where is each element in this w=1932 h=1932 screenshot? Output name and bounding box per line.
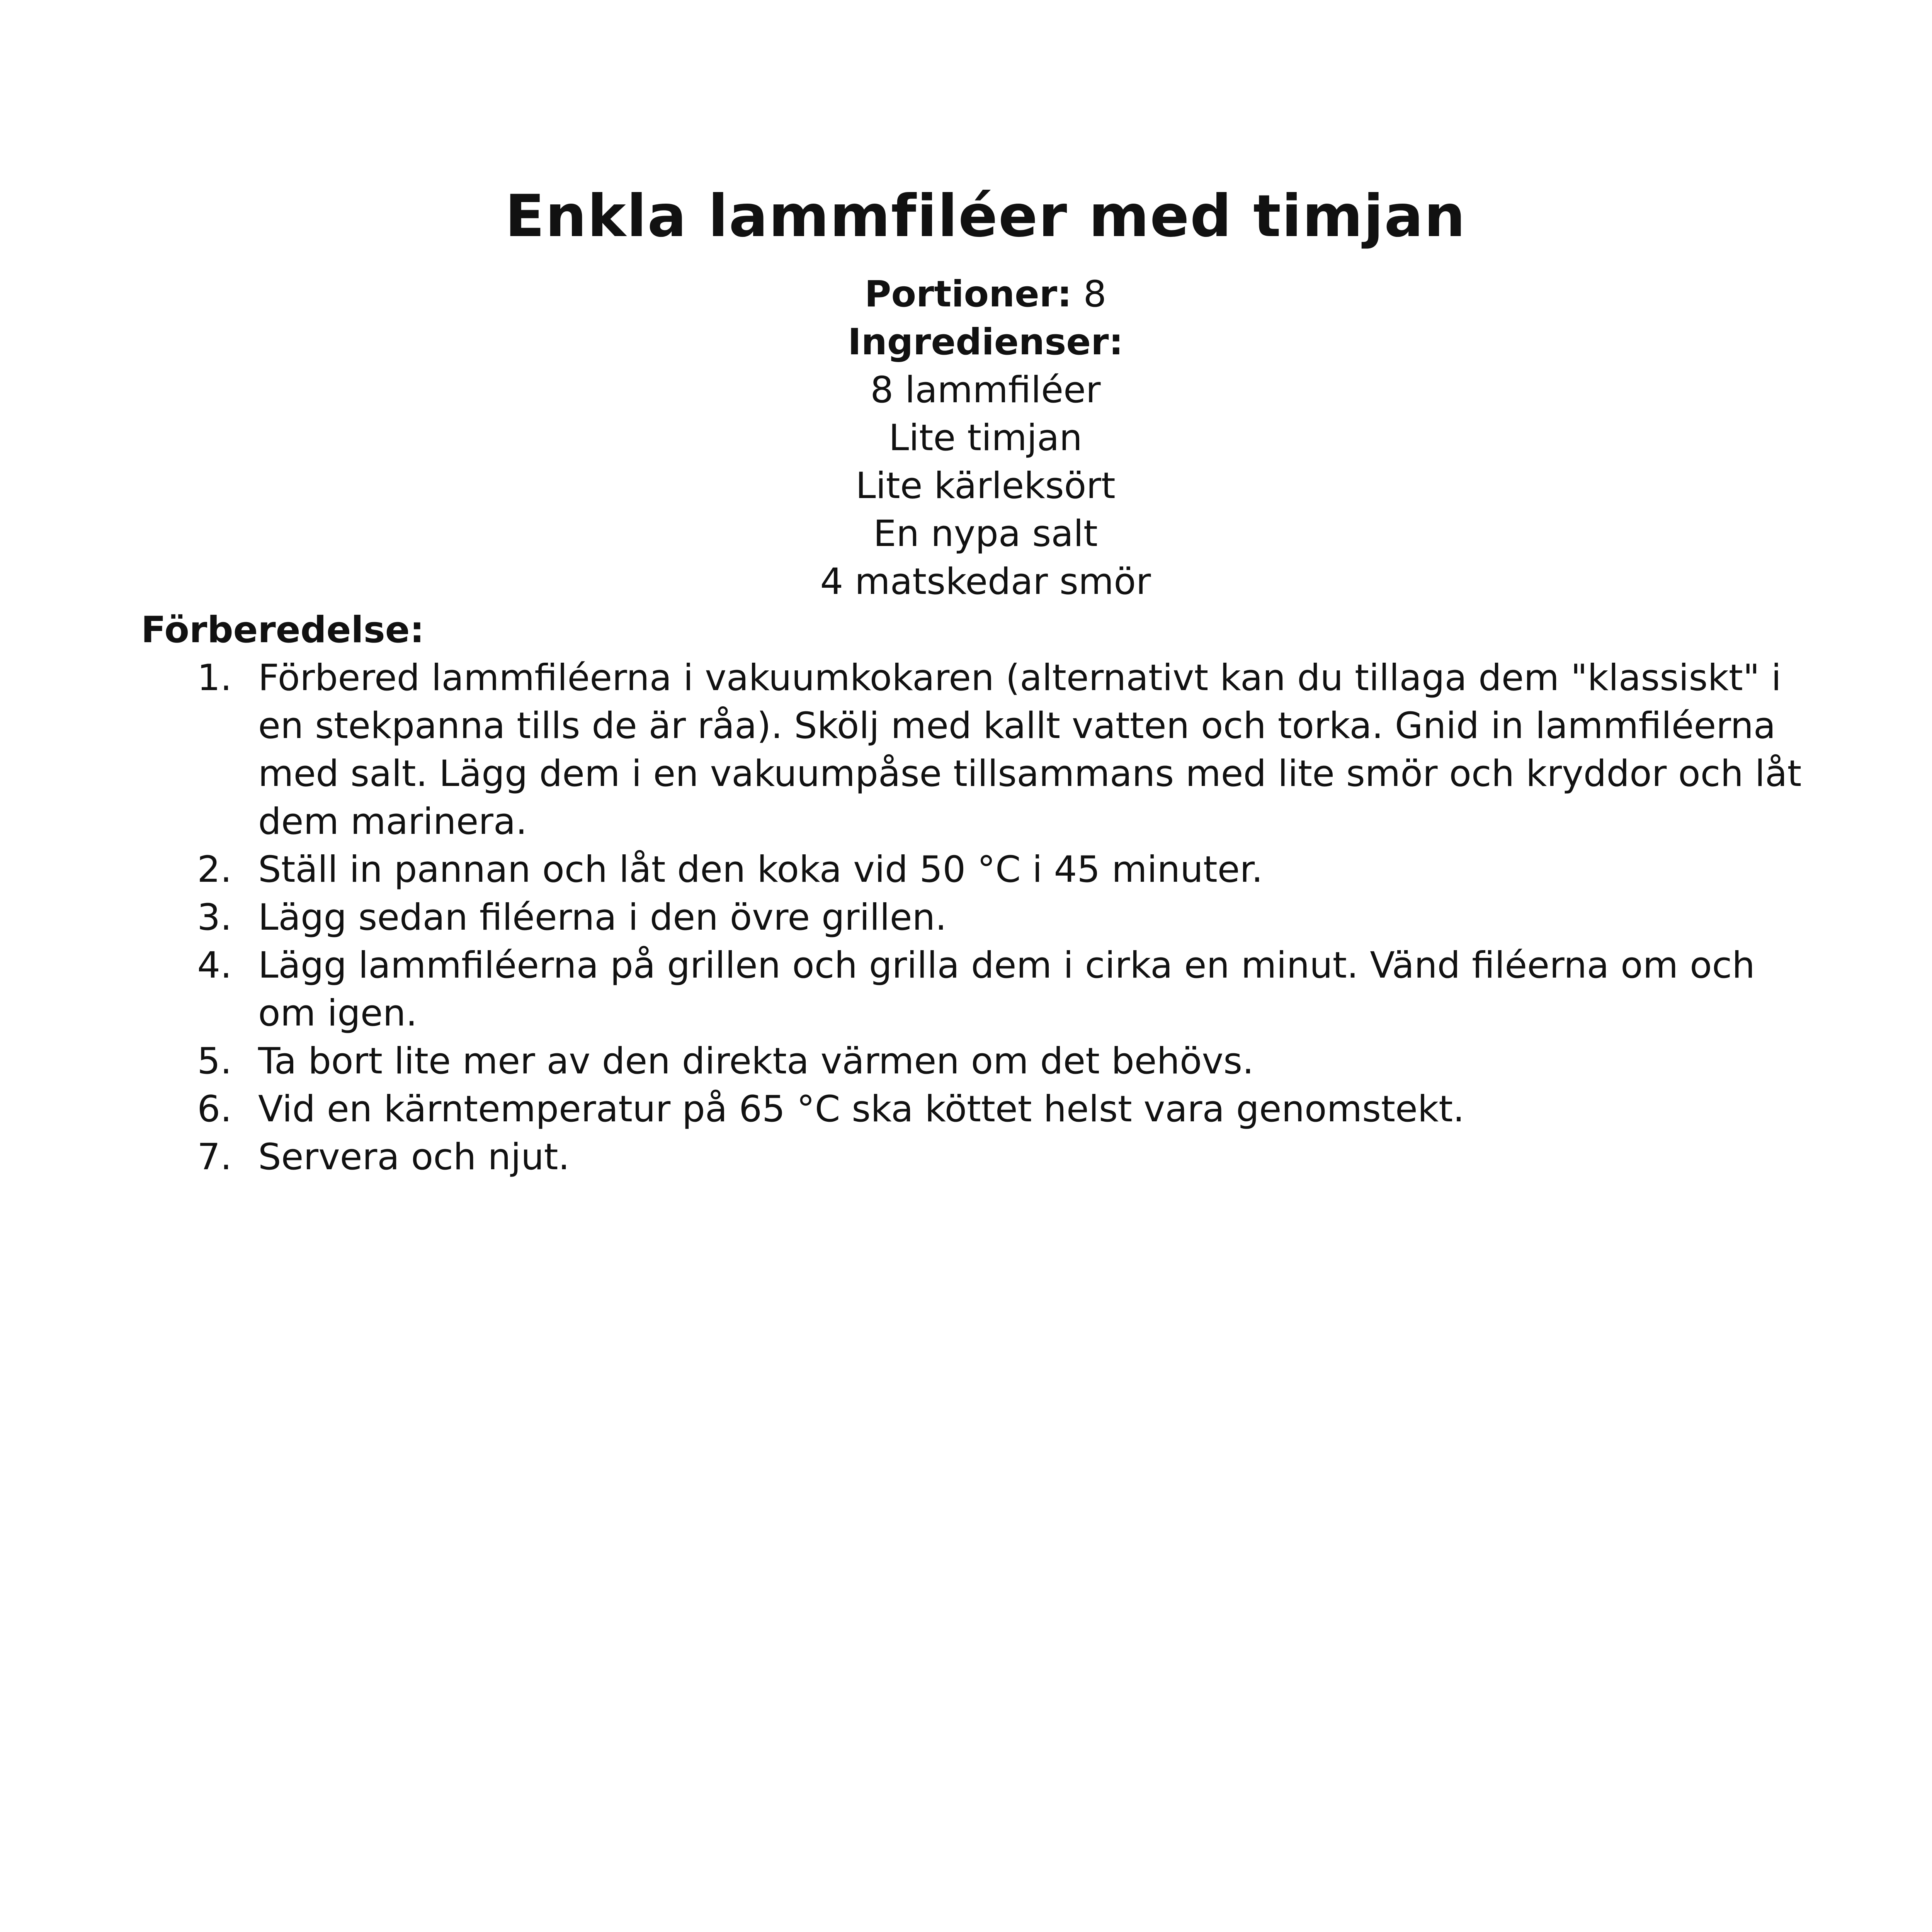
preparation-heading: Förberedelse: [141,609,425,651]
step-item [141,846,1803,894]
step-number: 5. [197,1040,232,1082]
servings-label: Portioner: [864,273,1072,315]
recipe-summary [0,270,1932,606]
step-number: 6. [197,1088,232,1130]
step-text: Ta bort lite mer av den direkta värmen om det behövs. [258,1040,1254,1082]
step-text: Lägg sedan filéerna i den övre grillen. [258,896,947,939]
servings-value: 8 [1083,273,1107,315]
ingredient-item: 4 matskedar smör [820,561,1151,603]
step-item [141,894,1803,942]
servings-line [0,270,1932,318]
step-item [141,1133,1803,1181]
step-number: 2. [197,849,232,891]
step-item [141,1085,1803,1133]
step-number: 7. [197,1136,232,1178]
ingredient-item: En nypa salt [873,513,1098,555]
step-text: Förbered lammfiléerna i vakuumkokaren (alternativt kan du tillaga dem "klassiskt" i en stekpanna tills de är råa). Skölj med kallt vatten och torka. Gnid in lammfiléerna med salt. Lägg dem i en vakuumpåse tillsammans med lite smör och kryddor och låt dem marinera. [258,657,1802,843]
recipe-title: Enkla lammfiléer med timjan [505,183,1466,250]
step-item [141,942,1803,1037]
step-text: Ställ in pannan och låt den koka vid 50 °C i 45 minuter. [258,849,1263,891]
step-item [141,654,1803,846]
step-number: 4. [197,944,232,986]
ingredient-item: 8 lammfiléer [870,369,1101,411]
step-number: 1. [197,657,232,699]
step-text: Servera och njut. [258,1136,570,1178]
step-text: Lägg lammfiléerna på grillen och grilla dem i cirka en minut. Vänd filéerna om och om igen. [258,944,1755,1034]
ingredients-heading: Ingredienser: [847,321,1124,363]
step-number: 3. [197,896,232,939]
ingredient-item: Lite timjan [889,417,1082,459]
preparation-steps [141,654,1803,1181]
ingredient-item: Lite kärleksört [855,465,1116,507]
step-text: Vid en kärntemperatur på 65 °C ska köttet helst vara genomstekt. [258,1088,1464,1130]
step-item [141,1037,1803,1085]
